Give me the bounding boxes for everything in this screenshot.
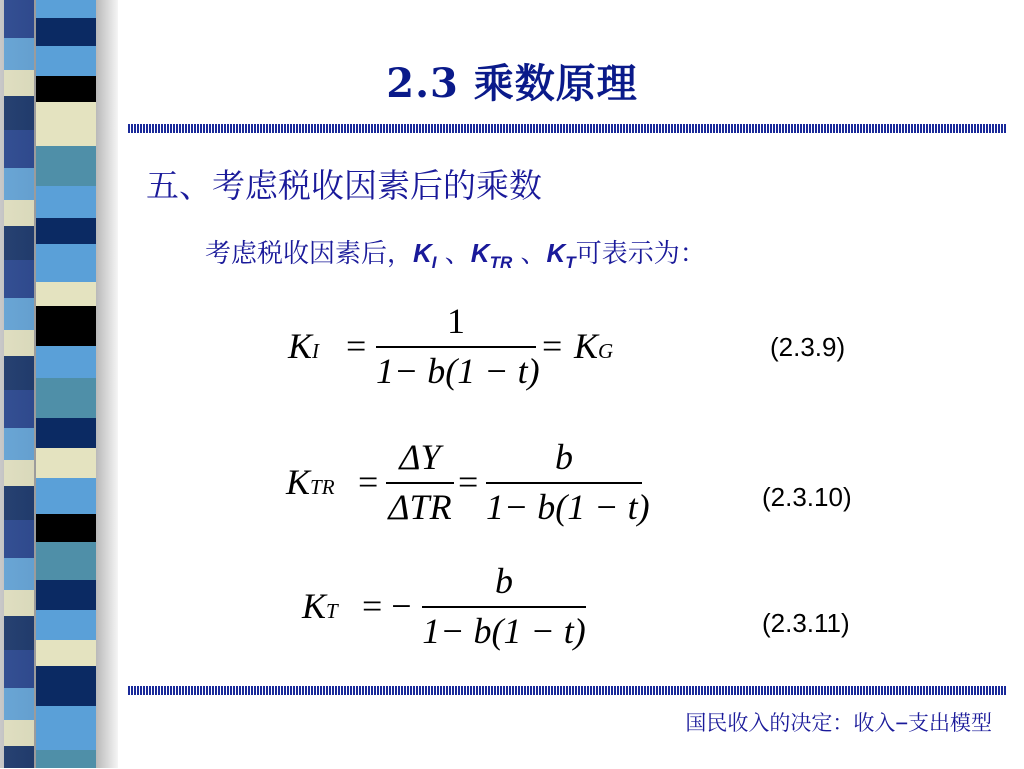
equation-number: (2.3.11) [762,608,850,638]
fraction-numerator: b [495,561,513,601]
equation-rhs: KG [574,326,614,366]
strip-block [36,666,98,707]
strip-block [36,706,98,751]
strip-block [36,580,98,611]
footer-caption: 国民收入的决定：收入−支出模型 [685,711,992,735]
equation-lhs: KTR [286,462,335,502]
fraction-bar [486,482,642,484]
equation-lhs: KI [288,326,320,366]
strip-block [36,346,98,379]
intro-prefix: 考虑税收因素后， [205,239,414,269]
fraction [422,560,586,660]
strip-block [36,146,98,187]
fraction [376,300,540,400]
top-divider [128,124,1006,133]
fraction [486,436,650,536]
equation-number: (2.3.9) [770,332,846,362]
strip-block [36,514,98,543]
equation-2-3-9 [288,300,648,400]
strip-block [36,306,98,347]
fraction [386,436,454,536]
strip-block [36,282,98,307]
fraction-denominator: ΔTR [388,487,452,527]
equals-minus-sign: = − [362,586,412,626]
equation-number: (2.3.10) [762,482,852,512]
intro-separator: 、 [436,239,471,269]
equals-sign: = [346,326,367,366]
strip-blocks [36,0,98,768]
strip-block [36,378,98,419]
intro-k-tr: $K_{TR}$ [470,238,513,273]
slide-title: 2.3 乘数原理 [386,60,638,107]
strip-block [36,418,98,449]
fraction-bar [386,482,454,484]
decorative-side-strip [0,0,118,768]
section-heading: 五、考虑税收因素后的乘数 [146,166,542,205]
strip-block [36,610,98,641]
strip-block [36,640,98,667]
equals-sign: = [542,326,563,366]
strip-block [36,448,98,479]
strip-block [36,542,98,581]
strip-block [36,186,98,219]
intro-k-i: $K_I$ [413,238,437,273]
fraction-denominator: 1− b(1 − t) [422,611,586,651]
intro-suffix: 可表示为： [575,239,706,269]
intro-k-t: $K_T$ [546,238,576,273]
strip-block [36,18,98,47]
fraction-bar [422,606,586,608]
fraction-numerator: 1 [447,301,465,341]
fraction-numerator: ΔY [399,437,441,477]
intro-separator: 、 [512,239,547,269]
fraction-numerator: b [555,437,573,477]
equation-lhs: KT [302,586,338,626]
strip-edge [0,0,36,768]
equals-sign: = [458,462,479,502]
strip-block [36,218,98,245]
strip-block [36,244,98,283]
equation-2-3-11 [302,560,602,660]
strip-block [36,478,98,515]
equation-2-3-10 [286,436,666,536]
fraction-bar [376,346,536,348]
fraction-denominator: 1− b(1 − t) [486,487,650,527]
strip-block [36,0,98,19]
fraction-denominator: 1− b(1 − t) [376,351,540,391]
strip-block [36,750,98,769]
bottom-divider [128,686,1006,695]
strip-shadow [96,0,118,768]
equals-sign: = [358,462,379,502]
intro-text [205,233,706,273]
